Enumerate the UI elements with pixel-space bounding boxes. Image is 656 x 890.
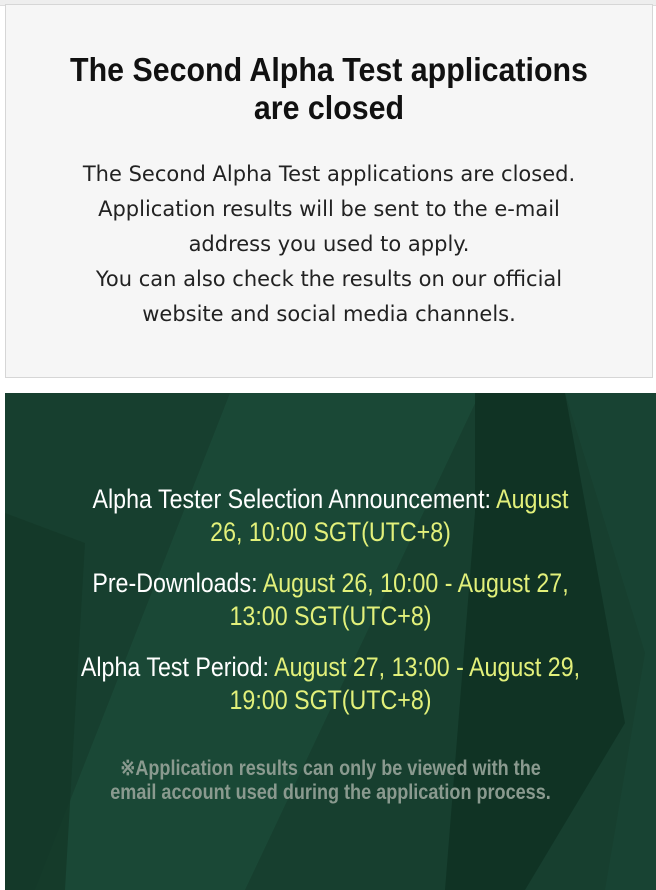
notice-line: Application results will be sent to the e-mail — [98, 197, 560, 221]
schedule-label: Alpha Tester Selection Announcement: — [92, 484, 497, 514]
schedule-content — [5, 483, 656, 805]
schedule-label: Alpha Test Period: — [80, 652, 275, 682]
disclaimer-note: ※Application results can only be viewed with the email account used during the application process. — [110, 757, 551, 804]
schedule-value: August 27, 13:00 - August 29, 19:00 SGT(UTC+8) — [229, 652, 581, 715]
schedule-row-announcement — [76, 483, 584, 549]
schedule-panel — [5, 393, 656, 890]
notice-line: You can also check the results on our official — [95, 267, 563, 291]
notice-title: The Second Alpha Test applications are closed — [70, 51, 588, 126]
notice-line: address you used to apply. — [188, 232, 470, 256]
notice-card — [5, 4, 653, 378]
schedule-row-test-period — [76, 651, 584, 717]
schedule-value: August 26, 10:00 SGT(UTC+8) — [210, 484, 569, 547]
schedule-label: Pre-Downloads: — [92, 568, 263, 598]
notice-line: website and social media channels. — [142, 302, 516, 326]
schedule-row-predownloads — [76, 567, 584, 633]
notice-body — [6, 157, 652, 332]
notice-line: The Second Alpha Test applications are closed. — [82, 162, 576, 186]
schedule-value: August 26, 10:00 - August 27, 13:00 SGT(UTC+8) — [229, 568, 569, 631]
